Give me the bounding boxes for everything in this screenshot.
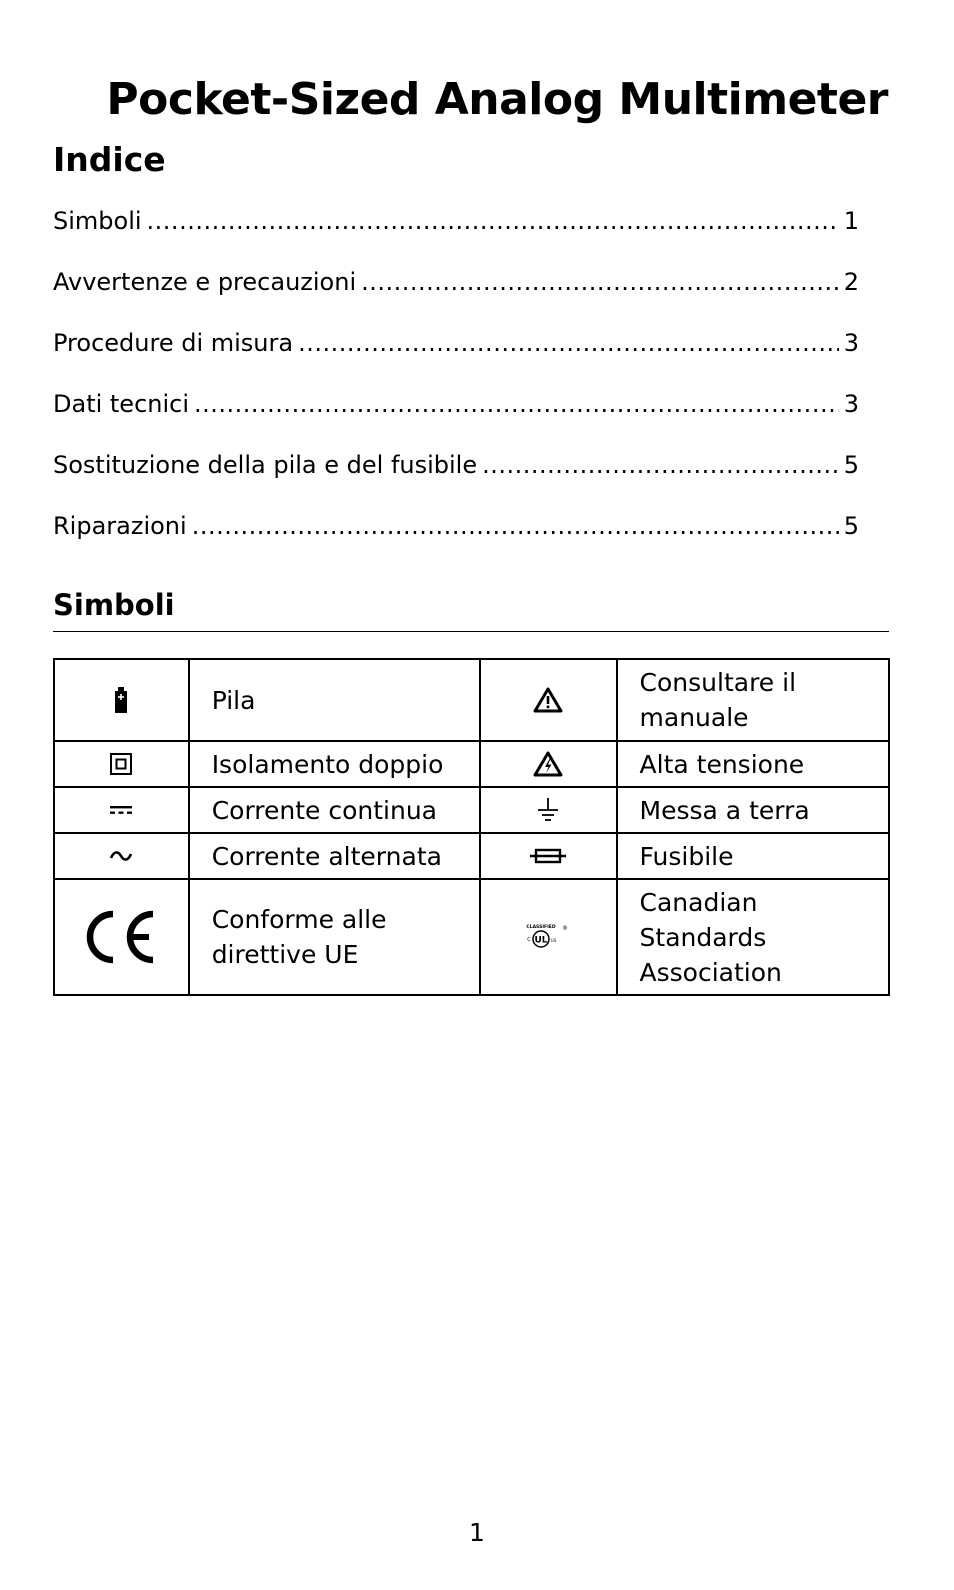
toc-leader-dots bbox=[147, 207, 839, 235]
toc-entry-label: Sostituzione della pila e del fusibile bbox=[53, 451, 478, 479]
table-row bbox=[54, 833, 889, 879]
toc-leader-dots bbox=[194, 390, 839, 418]
ac-icon bbox=[54, 833, 189, 879]
ground-icon bbox=[480, 787, 617, 833]
table-row bbox=[54, 787, 889, 833]
symbols-table bbox=[53, 658, 890, 996]
ul-classified-icon bbox=[480, 879, 617, 995]
toc-page-number: 1 bbox=[843, 207, 859, 235]
svg-text:UL: UL bbox=[534, 935, 548, 946]
heading-rule bbox=[53, 631, 889, 632]
symbol-label: Messa a terra bbox=[617, 787, 889, 833]
toc-page-number: 3 bbox=[843, 329, 859, 357]
toc-entry-label: Procedure di misura bbox=[53, 329, 294, 357]
toc-leader-dots bbox=[361, 268, 839, 296]
toc-page-number: 5 bbox=[843, 451, 859, 479]
symbols-heading: Simboli bbox=[53, 588, 175, 622]
svg-text:®: ® bbox=[562, 925, 569, 932]
toc-entry[interactable] bbox=[53, 451, 859, 512]
page-number: 1 bbox=[469, 1518, 485, 1547]
symbol-label: Corrente alternata bbox=[189, 833, 480, 879]
toc-entry-label: Simboli bbox=[53, 207, 142, 235]
dc-icon bbox=[54, 787, 189, 833]
toc-entry-label: Avvertenze e precauzioni bbox=[53, 268, 357, 296]
double-insulation-icon bbox=[54, 741, 189, 787]
symbol-label: Consultare il manuale bbox=[617, 659, 889, 741]
svg-text:US: US bbox=[551, 938, 557, 943]
table-row bbox=[54, 879, 889, 995]
symbol-label: Fusibile bbox=[617, 833, 889, 879]
table-row bbox=[54, 741, 889, 787]
warning-triangle-icon bbox=[480, 659, 617, 741]
symbol-label: Isolamento doppio bbox=[189, 741, 480, 787]
toc-page-number: 5 bbox=[843, 512, 859, 540]
high-voltage-icon bbox=[480, 741, 617, 787]
symbol-label: Canadian Standards Association bbox=[617, 879, 889, 995]
svg-text:CLASSIFIED: CLASSIFIED bbox=[526, 925, 556, 930]
toc-entry[interactable] bbox=[53, 207, 859, 268]
toc-leader-dots bbox=[298, 329, 839, 357]
toc-entry-label: Riparazioni bbox=[53, 512, 187, 540]
symbol-label: Alta tensione bbox=[617, 741, 889, 787]
battery-icon bbox=[54, 659, 189, 741]
symbol-label: Conforme alle direttive UE bbox=[189, 879, 480, 995]
ce-mark-icon bbox=[54, 879, 189, 995]
svg-text:C: C bbox=[527, 937, 532, 943]
toc-entry[interactable] bbox=[53, 268, 859, 329]
toc-page-number: 2 bbox=[843, 268, 859, 296]
toc-page-number: 3 bbox=[843, 390, 859, 418]
contents-heading: Indice bbox=[53, 140, 166, 179]
toc-leader-dots bbox=[192, 512, 839, 540]
table-of-contents bbox=[53, 207, 859, 573]
toc-entry[interactable] bbox=[53, 329, 859, 390]
fuse-icon bbox=[480, 833, 617, 879]
toc-entry[interactable] bbox=[53, 390, 859, 451]
toc-entry-label: Dati tecnici bbox=[53, 390, 190, 418]
table-row bbox=[54, 659, 889, 741]
symbol-label: Corrente continua bbox=[189, 787, 480, 833]
symbol-label: Pila bbox=[189, 659, 480, 741]
toc-leader-dots bbox=[482, 451, 839, 479]
toc-entry[interactable] bbox=[53, 512, 859, 573]
page-title: Pocket-Sized Analog Multimeter bbox=[106, 74, 888, 125]
